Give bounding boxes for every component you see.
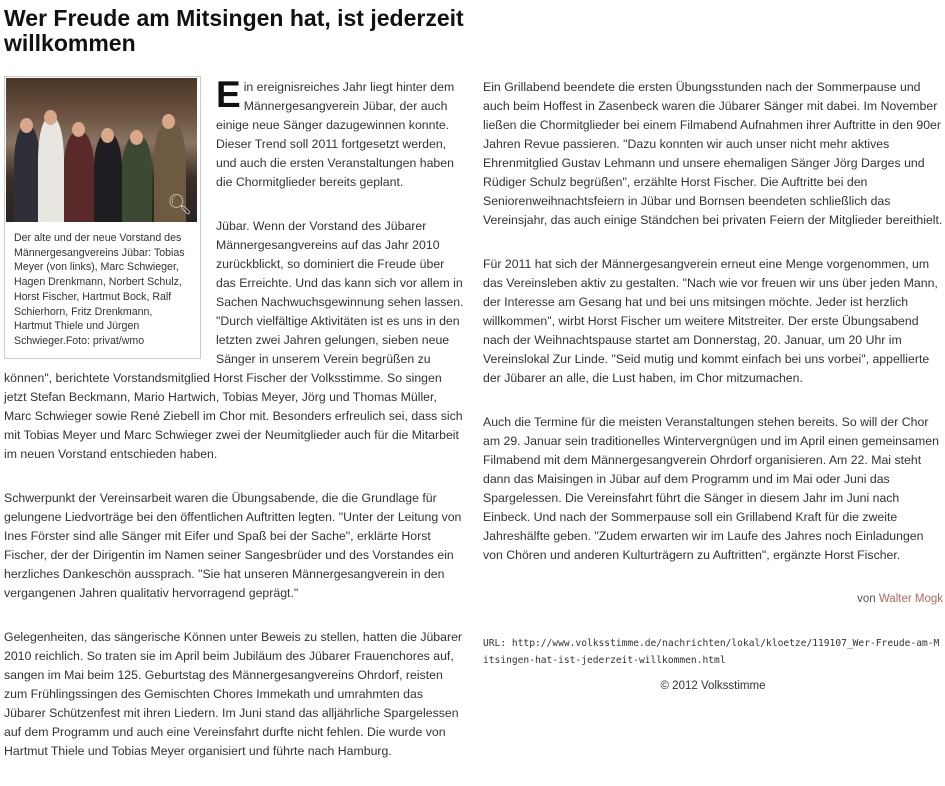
- drop-cap: E: [216, 74, 241, 115]
- body-paragraph: Für 2011 hat sich der Männergesangverein erneut eine Menge vorgenommen, um das Vereinsleben aktiv zu gestalten. "Nach wie vor freuen wir uns über jeden Mann, der Interesse am Gesang hat und bei uns mitsingen möchte. Jeder ist herzlich willkommen", wirbt Horst Fischer um weitere Mitstreiter. Der erste Übungsabend nach der Weihnachtspause startet am Donnerstag, 20. Januar, um 20 Uhr im Vereinslokal Zur Linde. "Seid mutig und kommt einfach bei uns vorbei", appellierte der Jübarer an alle, die Lust haben, im Chor mitzumachen.: [483, 257, 938, 385]
- body-paragraph: Ein Grillabend beendete die ersten Übungsstunden nach der Sommerpause und auch beim Hoffest in Zasenbeck waren die Jübarer Sänger mit dabei. Im November ließen die Chormitglieder bei einem Filmabend Aufnahmen ihrer Auftritte in den 90er Jahren Revue passieren. "Dazu konnten wir auch unser nicht mehr aktives Ehrenmitglied Gustav Lehmann und unsere ehemaligen Sänger Jörg Darges und Rüdiger Schulz begrüßen", erzählte Horst Fischer. Die Auftritte bei den Seniorenweihnachtsfeiern in Jübar und Bornsen beendeten schließlich das Vereinsjahr, das auch einige Ständchen bei privaten Feiern der Mitglieder bereithielt.: [483, 80, 943, 227]
- article-title: Wer Freude am Mitsingen hat, ist jederzeit willkommen: [4, 5, 464, 56]
- group-photo[interactable]: [6, 78, 197, 222]
- body-paragraph: Schwerpunkt der Vereinsarbeit waren die Übungsabende, die die Grundlage für gelungene Liedvorträge bei den öffentlichen Auftritten legten. "Unter der Leitung von Ines Förster sind alle Sänger mit Eifer und Spaß bei der Sache", erklärte Horst Fischer, der der Dirigentin im Namen seiner Sangesbrüder und des Vorstandes ein herzliches Dankeschön aussprach. "Sie hat unseren Männergesangverein in den vergangenen Jahren qualitativ hervorragend geprägt.": [4, 491, 462, 600]
- photo-caption: Der alte und der neue Vorstand des Männergesangvereins Jübar: Tobias Meyer (von links), Marc Schwieger, Hagen Drenkmann, Norbert Schulz, Horst Fischer, Hartmut Bock, Ralf Schierhorn, Fritz Drenkmann, Hartmut Thiele und Jürgen Schwieger.Foto: privat/wmo: [14, 232, 185, 347]
- left-column: [4, 76, 466, 786]
- photo-figure: [4, 76, 201, 359]
- body-paragraph: Jübar. Wenn der Vorstand des Jübarer Männergesangvereins auf das Jahr 2010 zurückblickt, so dominiert die Freude über das Erreichte. Und das kann sich vor allem in Sachen Nachwuchsgewinnung sehen lassen. "Durch vielfältige Aktivitäten ist es uns in den letzten zwei Jahren gelungen, sieben neue Sänger in unserem Verein begrüßen zu können", berichtete Vorstandsmitglied Horst Fischer der Volksstimme. So singen jetzt Stefan Beckmann, Mario Hartwich, Tobias Meyer, Jörg und Thomas Müller, Marc Schwieger sowie René Ziebell im Chor mit. Besonders erfreulich sei, dass sich mit Tobias Meyer und Marc Schwieger zwei der Neumitglieder auch für die Mitarbeit im neuen Vorstand entschieden haben.: [4, 219, 464, 461]
- lead-text: in ereignisreiches Jahr liegt hinter dem Männergesangverein Jübar, der auch einige neue Sänger dazugewinnen konnte. Dieser Trend soll 2011 fortgesetzt werden, und auch die ersten Veranstaltungen haben die Chormitglieder bereits geplant.: [216, 80, 455, 189]
- copyright: © 2012 Volksstimme: [660, 680, 766, 692]
- article-url: URL: http://www.volksstimme.de/nachrichten/lokal/kloetze/119107_Wer-Freude-am-Mitsingen-hat-ist-jederzeit-willkommen.html: [483, 638, 940, 666]
- right-column: [483, 76, 943, 696]
- byline-prefix: von: [857, 593, 876, 605]
- body-paragraph: Gelegenheiten, das sängerische Können unter Beweis zu stellen, hatten die Jübarer 2010 reichlich. So traten sie im April beim Jubiläum des Jübarer Frauenchores auf, sangen im Mai beim 125. Geburtstag des Männergesangvereins Ohrdorf, reisten zum Frühlingssingen des Gemischten Chores Immekath und umrahmten das Jübarer Schützenfest mit ihren Liedern. Im Juni stand das alljährliche Spargelessen auf dem Programm und auch eine Vereinsfahrt durfte nicht fehlen. Die wurde von Hartmut Thiele und Tobias Meyer organisiert und führte nach Hamburg.: [4, 630, 463, 758]
- author-link[interactable]: Walter Mogk: [878, 593, 943, 605]
- body-paragraph: Auch die Termine für die meisten Veranstaltungen stehen bereits. So will der Chor am 29. Januar sein traditionelles Wintervergnügen und im April einen gemeinsamen Filmabend mit dem Männergesangverein Ohrdorf organisieren. Am 22. Mai steht dann das Maisingen in Jübar auf dem Programm und im Mai oder Juni das Spargelessen. Die Vereinsfahrt führt die Sänger in diesem Jahr im Juni nach Einbeck. Und nach der Sommerpause soll ein Grillabend Kraft für die zweite Jahreshälfte geben. "Zudem erwarten wir im Laufe des Jahres noch Einladungen von Chören und anderen Kulturträgern zu Auftritten", ergänzte Horst Fischer.: [483, 415, 939, 562]
- magnifier-plus-icon[interactable]: 🔍︎: [167, 194, 193, 216]
- byline: [483, 590, 943, 609]
